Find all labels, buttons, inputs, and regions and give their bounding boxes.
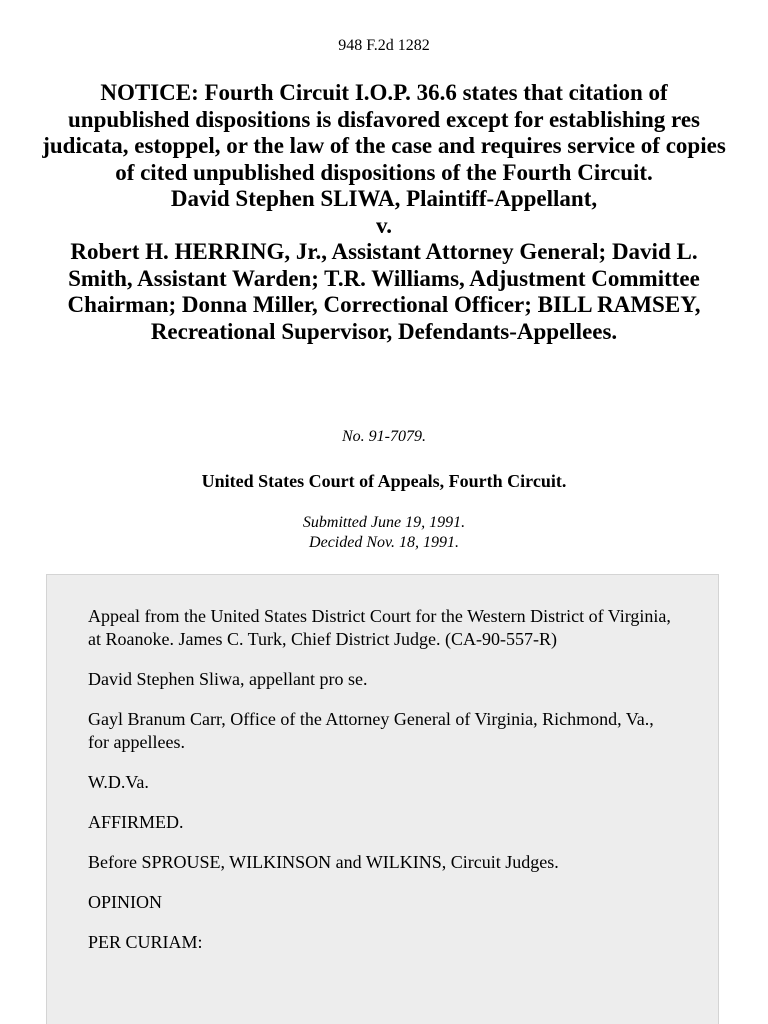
case-details-box	[46, 574, 719, 1024]
plaintiff-name: David Stephen SLIWA, Plaintiff-Appellant,	[170, 186, 598, 211]
docket-number: No. 91-7079.	[342, 428, 426, 445]
case-details-content	[88, 605, 678, 971]
per-curiam-label: PER CURIAM:	[88, 932, 203, 952]
unpublished-notice: NOTICE: Fourth Circuit I.O.P. 36.6 states that citation of unpublished dispositions is disfavored except for establishing res judicata, estoppel, or the law of the case and requires service of copies of cited unpublished dispositions of the Fourth Circuit.	[42, 80, 726, 185]
reporter-citation: 948 F.2d 1282	[338, 37, 430, 54]
submitted-date: Submitted June 19, 1991.	[302, 514, 466, 531]
case-heading	[40, 80, 728, 345]
judges-panel: Before SPROUSE, WILKINSON and WILKINS, Circuit Judges.	[88, 852, 559, 872]
disposition: AFFIRMED.	[88, 812, 184, 832]
court-name: United States Court of Appeals, Fourth Circuit.	[201, 471, 567, 491]
appellant-counsel: David Stephen Sliwa, appellant pro se.	[88, 669, 368, 689]
lower-court: W.D.Va.	[88, 772, 149, 792]
defendants-list: Robert H. HERRING, Jr., Assistant Attorney General; David L. Smith, Assistant Warden; T.R. Williams, Adjustment Committee Chairman; Donna Miller, Correctional Officer; BILL RAMSEY, Recreational Supervisor, Defendants-Appellees.	[67, 239, 701, 344]
versus-label: v.	[376, 212, 392, 238]
opinion-label: OPINION	[88, 892, 162, 912]
appeal-origin: Appeal from the United States District Court for the Western District of Virginia, at Roanoke. James C. Turk, Chief District Judge. (CA-90-557-R)	[88, 606, 671, 649]
decided-date: Decided Nov. 18, 1991.	[309, 534, 459, 551]
case-dates	[0, 513, 768, 553]
appellee-counsel: Gayl Branum Carr, Office of the Attorney General of Virginia, Richmond, Va., for appellees.	[88, 709, 654, 752]
